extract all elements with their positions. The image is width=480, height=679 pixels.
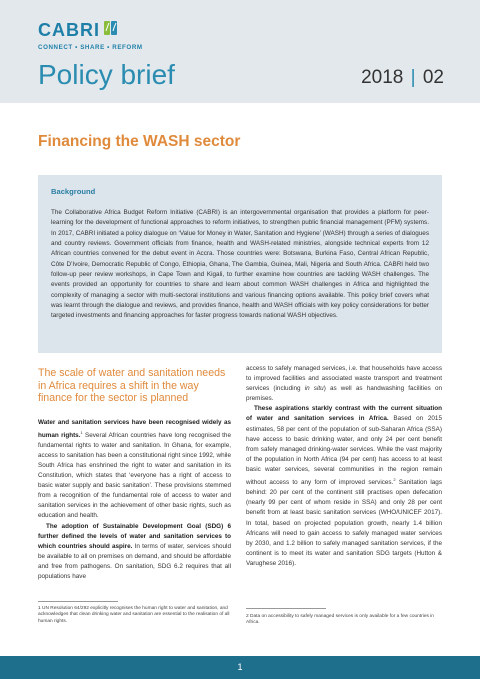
- leaf-logo-icon: [103, 19, 119, 40]
- footnote-ref-1[interactable]: 1: [80, 429, 83, 435]
- background-text: The Collaborative Africa Budget Reform Initiative (CABRI) is an intergovernmental organisation that provides a platform for peer-learning for the development of functional approaches to reform initiatives, to strengthen public financial management (PFM) systems. In 2017, CABRI initiated a policy dialogue on ‘Value for Money in Water, Sanitation and Hygiene’ (WASH) through a series of dialogues and country reviews. Government officials from finance, health and WASH-related ministries, alongside technical experts from 12 African countries convened for the debut event in Accra. Those countries were: Botswana, Burkina Faso, Central African Republic, Côte D’Ivoire, Democratic Republic of Congo, Ethiopia, Ghana, The Gambia, Guinea, Mali, Nigeria and South Africa. CABRI held two follow-up peer review workshops, in Cape Town and Kigali, to further examine how countries are tackling WASH challenges. The events provided an opportunity for countries to share and learn about common WASH challenges in Africa and highlighted the complexity of managing a sector with multi-sectoral institutions and various financing options available. This policy brief covers what was learnt through the dialogue and reviews, and provides finance, health and WASH officials with key policy considerations for better targeted investments and financing approaches for faster progress towards national WASH objectives.: [51, 209, 429, 320]
- background-heading: Background: [51, 187, 96, 196]
- cabri-logo: [38, 19, 143, 51]
- footer-band: [0, 656, 480, 679]
- paragraph-body: In terms of water, services should be available to all on premises on demand, and should be affordable and free from pathogens. On sanitation, SDG 6.2 requires that all populations have: [38, 542, 231, 581]
- document-type: Policy brief: [38, 59, 175, 90]
- page-number: 1: [237, 662, 243, 672]
- paragraph-human-rights: [38, 418, 231, 522]
- issue-separator: |: [410, 67, 416, 88]
- paragraph-body: access to safely managed services, i.e. that households have access to improved facilities and associated waste transport and treatment services (including: [246, 365, 442, 393]
- issue-number: [361, 67, 444, 89]
- background-box: [38, 175, 442, 353]
- italic-term: in situ: [304, 385, 324, 393]
- paragraph-body: ) as well as handwashing facilities on premises.: [246, 385, 443, 403]
- left-column: [38, 367, 231, 582]
- paragraph-aspirations: [246, 404, 442, 569]
- page-title: Financing the WASH sector: [38, 133, 241, 150]
- footnote-divider: [38, 601, 118, 602]
- paragraph-body: Sanitation lags behind: 20 per cent of the continent still practises open defecation (nearly 99 per cent of whom reside in SSA) and only 28 per cent benefit from at least basic sanitation services (WHO/UNICEF 2017). In total, based on projected population growth, nearly 1.4 billion Africans will need to gain access to safely managed water services by 2030, and 1.2 billion to safely managed sanitation services, if the continent is to meet its water and sanitation SDG targets (Hutton & Varughese 2016).: [246, 479, 442, 567]
- paragraph-lead: Water and sanitation services have been recognised widely as human rights.: [38, 418, 231, 439]
- issue-year: 2018: [361, 67, 404, 88]
- paragraph-safely-managed: [246, 364, 442, 404]
- section-subheading: The scale of water and sanitation needs in Africa requires a shift in the way finance for the sector is planned: [38, 367, 226, 404]
- footnote-2: 2 Data on accessibility to safely managed services is only available for a few countries in Africa.: [246, 614, 434, 626]
- footnote-1: 1 UN Resolution 64/292 explicitly recognises the human right to water and sanitation, and acknowledges that clean drinking water and sanitation are essential to the realisation of all human rights.: [38, 606, 230, 624]
- paragraph-lead: The adoption of Sustainable Development Goal (SDG) 6 further defined the levels of water and sanitation services to which countries should aspire.: [38, 522, 231, 550]
- issue-num: 02: [422, 67, 444, 88]
- paragraph-body: Several African countries have long recognised the fundamental rights to water and sanitation. In Ghana, for example, access to sanitation has been a constitutional right since 1992, while South Africa has enshrined the right to water and sanitation in its Constitution, which states that ‘everyone has a right of access to basic water supply and basic sanitation’. These provisions stemmed from a recognition of the fundamental role of access to water and sanitation services in the achievement of other basic rights, such as education and health.: [38, 431, 231, 520]
- paragraph-lead: These aspirations starkly contrast with the current situation of water and sanitation services in Africa.: [246, 405, 442, 423]
- logo-tagline: CONNECT • SHARE • REFORM: [38, 44, 143, 51]
- footnote-ref-2[interactable]: 2: [393, 477, 396, 483]
- paragraph-body: Based on 2015 estimates, 58 per cent of the population of sub-Saharan Africa (SSA) have access to basic drinking water, and only 24 per cent benefit from safely managed drinking-water services. While the vast majority of the population in North Africa (94 per cent) has access to at least basic water services, several communities in the region remain without access to any form of improved services.: [246, 415, 442, 487]
- logo-text: CABRI: [38, 19, 100, 40]
- footnote-divider: [246, 608, 326, 609]
- header-band: [0, 0, 480, 103]
- paragraph-sdg6: [38, 522, 231, 583]
- right-column: [246, 364, 442, 569]
